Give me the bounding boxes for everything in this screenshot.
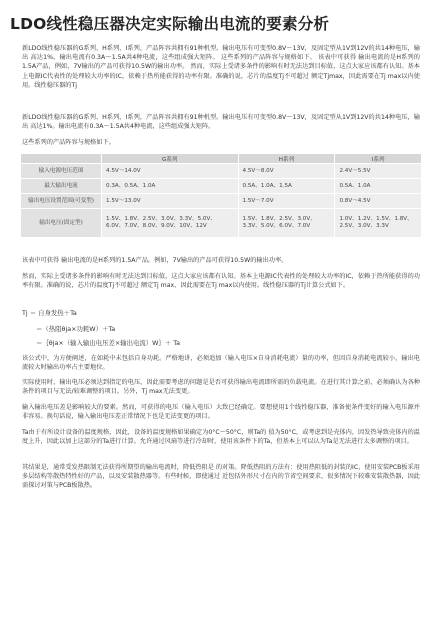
- table-row-label: 输出电压设置范围(可变型): [21, 194, 102, 209]
- paragraph-intro: 新LDO线性稳压器的G系列、H系列、I系列，产品阵容共拥有91种机型。输出电压有可变型0.8V～13V，及固定型从1V到12V的共14种电压，输出 高达1%。输出电流有0.3A～1.5A共4种电流，这些组成强大矩阵。 这些系列的产品阵容与规格如下。 该表中可获得 输出电流的是H系列的1.5A产品，例如，7V输出的产品可获得10.5W的输出功率。 然而，实际上受诸多条件的影响有时无法达到目标值，这点大家应该都有认知。基本上电源IC代表性的处理较大功率的IC，依赖于热所能获得的功率有限。准确的说，芯片的温度Tj不可超过 额定Tjmax，因此需要在Tj max以内使用。线性稳压器的Tj: [22, 45, 420, 89]
- table-header-row: [21, 154, 422, 164]
- paragraph-tj-limit: 然而，实际上受诸多条件的影响有时无法达到目标值，这点大家应该都有认知。基本上电源IC代表性的处理较大功率的IC，依赖于热所能获得的功率有限。准确的说，芯片的温度Tj不可超过 额定Tj max，因此需要在Tj max以内使用。线性稳压器的Tj计算公式如下。: [22, 273, 420, 290]
- table-cell: 1.5V～13.0V: [102, 194, 239, 209]
- table-cell: 0.3A、0.5A、1.0A: [102, 179, 239, 194]
- spec-table: [20, 153, 422, 238]
- table-header-cell: I系列: [335, 154, 422, 164]
- table-cell: 0.5A、1.0A: [335, 179, 422, 194]
- table-cell: 1.0V、1.2V、1.5V、1.8V、2.5V、3.0V、3.3V: [335, 209, 422, 238]
- table-cell: 1.5V、1.8V、2.5V、3.0V、3.3V、5.0V、6.0V、7.0V、8.0V、9.0V、10V、12V: [102, 209, 239, 238]
- paragraph-ta: Ta由于有所设计设备的温度规格，因此，设备的温度规格如果确定为0°C～50°C，则Ta的 值为50°C，或考虑到是壳体内，因发热导致壳体内的温度上升，因此以加上这部分的Ta进行计算。允许通过风扇等进行冷却时，使用该条件下的Ta，但基本上可以认为Ta是无法进行太多调整的项目。: [22, 429, 420, 446]
- table-row: [21, 209, 422, 238]
- table-cell: 2.4V～5.5V: [335, 164, 422, 179]
- table-cell: 4.5V～8.0V: [238, 164, 335, 179]
- paragraph-usage: 实际使用时，输出电压必须达到指定的电压，因此需要考虑的问题是是否可获得输出电流即所需的负载电流。在进行其计算之前，必须确认为各种条件的项目与无法/较难调整的项目。另外，Tj max无法变更。: [22, 379, 420, 396]
- table-cell: 1.5V、1.8V、2.5V、3.0V、3.3V、5.0V、6.0V、7.0V: [238, 209, 335, 238]
- table-row-label: 输出电压(固定型): [21, 209, 102, 238]
- table-row: [21, 164, 422, 179]
- formula-line-3: ＝｛θja×（输入输出电压差×输出电流）W｝＋ Ta: [36, 339, 181, 347]
- page-title: LDO线性稳压器决定实际输出电流的要素分析: [10, 15, 330, 33]
- table-cell: 1.5V～7.0V: [238, 194, 335, 209]
- paragraph-power-note: 该公式中，为方便阐述，在如耗中未包括自身功耗。严格地讲，必须追加（输入电压×自身消耗电流）量的功率，但因自身消耗电流较小，输出电流较大时输出功率占主要地位。: [22, 355, 420, 372]
- table-cell: 4.5V～14.0V: [102, 164, 239, 179]
- formula-line-2: ＝（热阻θja×功耗W）＋Ta: [36, 325, 116, 333]
- paragraph-conclusion: 其结果是，通常受发热限制无法获得所期望的输出电流时，降低热阻是 的对策。降低热阻的方法有：使用热阻低的封装的IC，使用安装PCB板采用多层结构等散热特性好的产品，以及安装散热器等。有些时候，即使通过 近包括外形尺寸在内的节省空间要求，很多情况下较难安装散热器，因此需探讨对策与PCB板散热。: [22, 464, 420, 490]
- paragraph-table-intro: 这些系列的产品阵容与规格如下。: [22, 139, 115, 146]
- table-header-cell: [21, 154, 102, 164]
- paragraph-series: 新LDO线性稳压器的G系列、H系列、I系列，产品阵容共拥有91种机型。输出电压有可变型0.8V～13V，及固定型从1V到12V的共14种电压，输出 高达1%。输出电流有0.3A～1.5A共4种电流，这些组成强大矩阵。: [22, 114, 420, 131]
- formula-line-1: Tj ＝ 自身发热＋Ta: [22, 309, 77, 317]
- table-row-label: 最大输出电流: [21, 179, 102, 194]
- table-header-cell: H系列: [238, 154, 335, 164]
- table-row: [21, 194, 422, 209]
- table-cell: 0.8V～4.5V: [335, 194, 422, 209]
- table-cell: 0.5A、1.0A、1.5A: [238, 179, 335, 194]
- table-row: [21, 179, 422, 194]
- table-header-cell: G系列: [102, 154, 239, 164]
- paragraph-h-series: 该表中可获得 输出电流的是H系列的1.5A产品，例如，7V输出的产品可获得10.5W的输出功率。: [22, 257, 288, 264]
- table-row-label: 输入电源电压范围: [21, 164, 102, 179]
- paragraph-voltage-diff: 输入输出电压差是影响较大的要素。然而，可获得的电压（输入电压）大致已经确定。要想使用1个线性稳压器，准备使条件变好的输入电压源并非容易。换句话说，输入输出电压差正常情况下也是无法变更的项目。: [22, 404, 420, 421]
